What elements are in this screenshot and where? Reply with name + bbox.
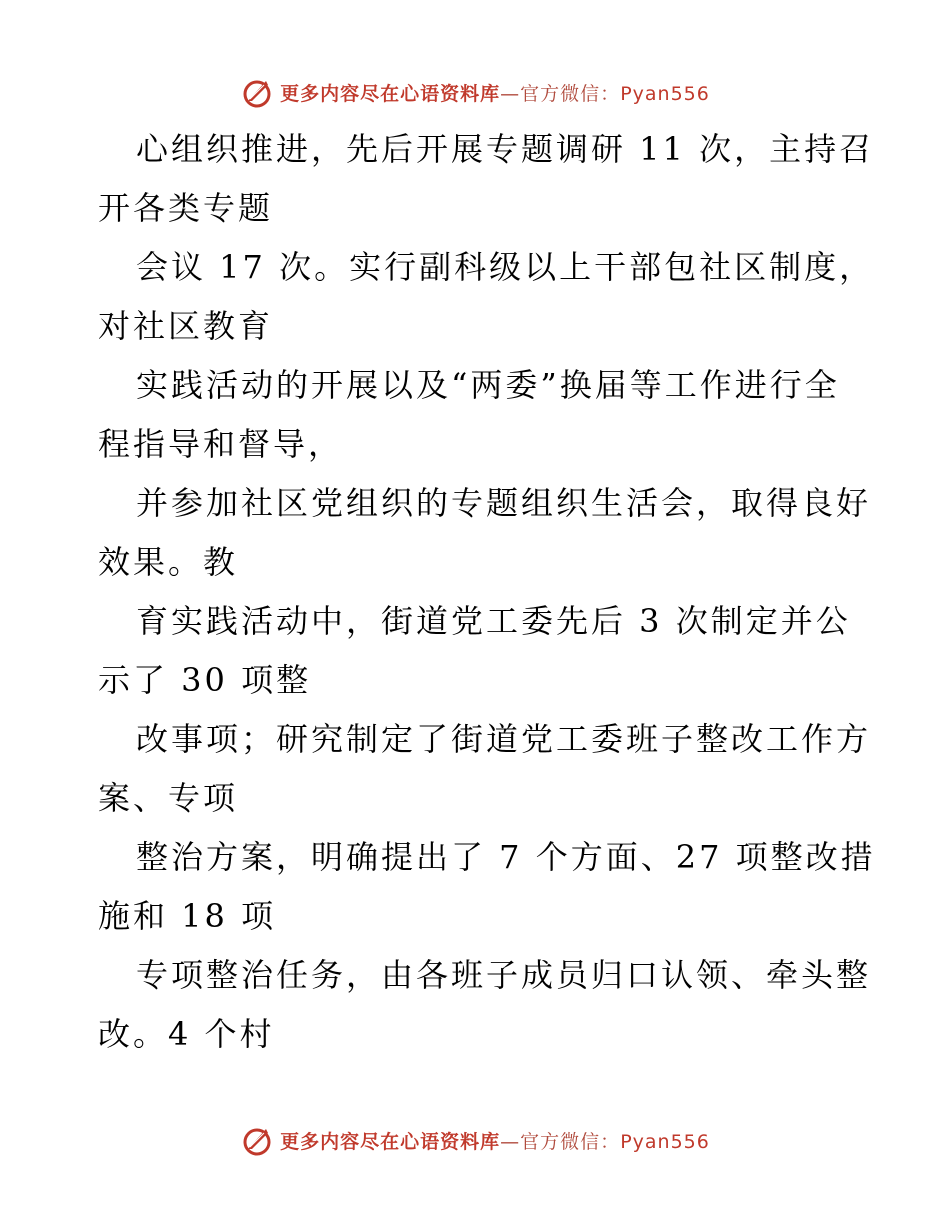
header-banner-inner xyxy=(240,75,710,109)
footer-label: 官方微信： xyxy=(520,1130,621,1153)
body-line: 效果。教 xyxy=(98,543,239,581)
body-line: 会议 17 次。实行副科级以上干部包社区制度， xyxy=(136,248,875,286)
footer-banner xyxy=(0,1120,950,1160)
body-line: 程指导和督导， xyxy=(98,425,344,463)
feather-logo-icon xyxy=(240,75,274,109)
body-line: 改。4 个村 xyxy=(98,1015,275,1053)
body-line: 心组织推进，先后开展专题调研 11 次，主持召 xyxy=(136,130,875,168)
feather-logo-icon xyxy=(240,1123,274,1157)
footer-account: Pyan556 xyxy=(620,1130,710,1153)
body-line: 整治方案，明确提出了 7 个方面、27 项整改措 xyxy=(136,838,876,876)
footer-banner-inner xyxy=(240,1123,710,1157)
body-line: 示了 30 项整 xyxy=(98,661,312,699)
body-line: 开各类专题 xyxy=(98,189,274,227)
header-label: 官方微信： xyxy=(520,82,621,105)
body-line: 育实践活动中，街道党工委先后 3 次制定并公 xyxy=(136,602,851,640)
footer-banner-text xyxy=(280,1127,710,1154)
body-line: 实践活动的开展以及“两委”换届等工作进行全 xyxy=(136,366,840,404)
header-site-text: 更多内容尽在心语资料库 xyxy=(280,82,501,105)
footer-dash: — xyxy=(500,1130,521,1153)
header-account: Pyan556 xyxy=(620,82,710,105)
footer-site-text: 更多内容尽在心语资料库 xyxy=(280,1130,501,1153)
body-line: 对社区教育 xyxy=(98,307,274,345)
header-banner xyxy=(0,72,950,112)
document-body xyxy=(98,120,878,1064)
header-banner-text xyxy=(280,79,710,106)
body-line: 案、专项 xyxy=(98,779,239,817)
body-line: 专项整治任务，由各班子成员归口认领、牵头整 xyxy=(136,956,872,994)
body-line: 施和 18 项 xyxy=(98,897,277,935)
body-line: 并参加社区党组织的专题组织生活会，取得良好 xyxy=(136,484,872,522)
body-line: 改事项；研究制定了街道党工委班子整改工作方 xyxy=(136,720,872,758)
header-dash: — xyxy=(500,82,521,105)
